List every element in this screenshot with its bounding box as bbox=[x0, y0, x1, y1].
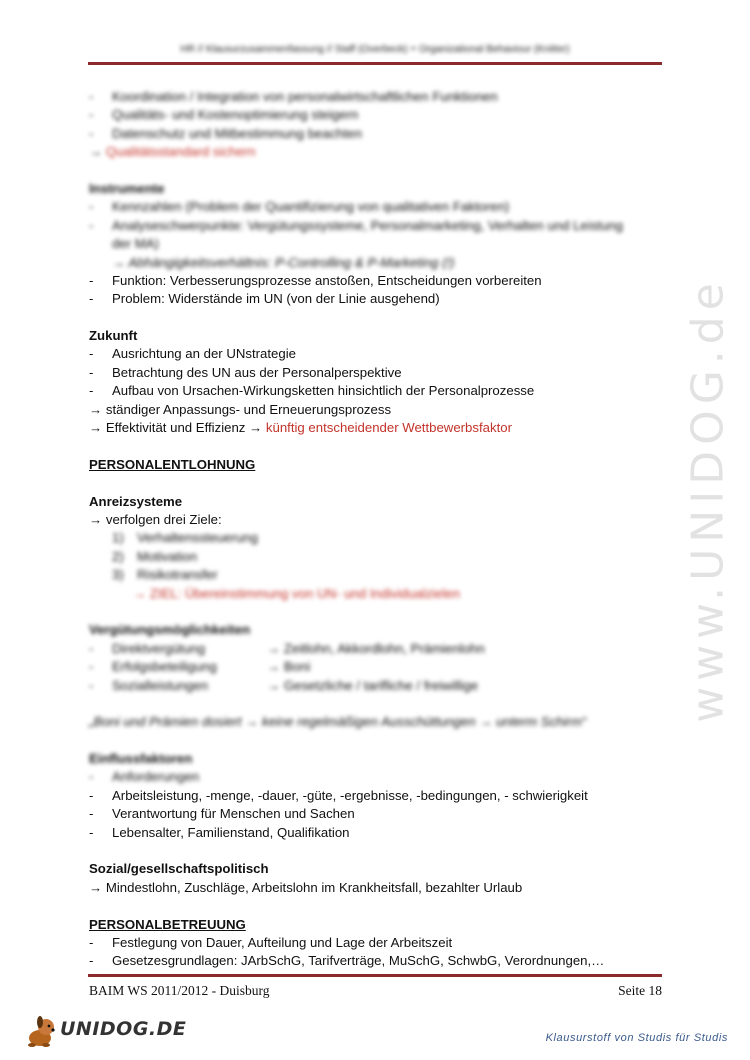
list-item bbox=[89, 382, 664, 400]
numbered-item-text: Motivation bbox=[137, 548, 198, 564]
spacer bbox=[89, 732, 664, 750]
arrow-line bbox=[89, 254, 664, 272]
subheading bbox=[89, 621, 664, 639]
arrow-text: ständiger Anpassungs- und Erneuerungsprozess bbox=[105, 401, 392, 417]
bullet-dash: - bbox=[89, 107, 94, 123]
quote bbox=[89, 713, 664, 731]
list-item bbox=[89, 345, 664, 363]
definition: → Gesetzliche / tarifliche / freiwillige bbox=[267, 677, 479, 693]
arrow-glyph: → bbox=[112, 254, 129, 270]
list-item-text: Problem: Widerstände im UN (von der Linie ausgehend) bbox=[112, 291, 440, 307]
spacer bbox=[89, 695, 664, 713]
arrow-glyph: → bbox=[89, 144, 106, 160]
list-item bbox=[89, 952, 664, 970]
subheading bbox=[89, 860, 664, 878]
quote-text: „Boni und Prämien dosiert → keine regelmäßigen Ausschüttungen → unterm Schirm“ bbox=[89, 714, 587, 730]
footer-course: BAIM WS 2011/2012 - Duisburg bbox=[89, 983, 270, 998]
arrow-text: verfolgen drei Ziele: bbox=[105, 511, 222, 527]
list-item-text: Anforderungen bbox=[112, 769, 200, 785]
unidog-logo bbox=[22, 1012, 187, 1052]
list-item bbox=[89, 934, 664, 952]
subheading bbox=[89, 493, 664, 511]
subheading-text: Anreizsysteme bbox=[89, 493, 183, 509]
list-item bbox=[89, 272, 664, 290]
list-item-text: Lebensalter, Familienstand, Qualifikation bbox=[112, 824, 350, 840]
subheading-text: Zukunft bbox=[89, 328, 138, 344]
list-item-text: Qualitäts- und Kostenoptimierung steigern bbox=[112, 107, 359, 123]
definition: → Zeitlohn, Akkordlohn, Prämienlohn bbox=[267, 640, 485, 656]
list-item-text: Datenschutz und Mitbestimmung beachten bbox=[112, 125, 362, 141]
bullet-dash: - bbox=[89, 824, 94, 840]
subheading-text: Vergütungsmöglichkeiten bbox=[89, 622, 251, 638]
arrow-text: Abhängigkeitsverhältnis: P-Controlling & P-Marketing (!) bbox=[128, 254, 455, 270]
list-item-text: Aufbau von Ursachen-Wirkungsketten hinsichtlich der Personalprozesse bbox=[112, 383, 535, 399]
bullet-dash: - bbox=[89, 291, 94, 307]
page-header: HR // Klausurzusammenfassung // Staff (Overbeck) + Organizational Behaviour (Knitter) bbox=[180, 44, 570, 55]
list-item bbox=[89, 658, 664, 676]
list-item bbox=[89, 125, 664, 143]
subheading-text: Einflussfaktoren bbox=[89, 751, 193, 767]
subheading bbox=[89, 750, 664, 768]
logo-wordmark: UNIDOG.DE bbox=[60, 1018, 187, 1040]
bullet-dash: - bbox=[89, 383, 94, 399]
list-item bbox=[89, 198, 664, 216]
term: Erfolgsbeteiligung bbox=[112, 659, 217, 675]
list-item-text: Verantwortung für Menschen und Sachen bbox=[112, 806, 355, 822]
arrow-line bbox=[89, 585, 664, 603]
list-item bbox=[89, 106, 664, 124]
item-number: 1) bbox=[112, 530, 124, 546]
spacer bbox=[89, 162, 664, 180]
list-item-text: Kennzahlen (Problem der Quantifizierung von qualitativen Faktoren) bbox=[112, 199, 510, 215]
numbered-item-text: Risikotransfer bbox=[137, 567, 218, 583]
bullet-dash: - bbox=[89, 953, 94, 969]
list-item bbox=[89, 824, 664, 842]
subheading-text: Sozial/gesellschaftspolitisch bbox=[89, 861, 269, 877]
section-heading-text: PERSONALENTLOHNUNG bbox=[89, 456, 256, 472]
bullet-dash: - bbox=[89, 640, 94, 656]
bullet-dash: - bbox=[89, 89, 94, 104]
item-number: 2) bbox=[112, 548, 124, 564]
arrow-line bbox=[89, 511, 664, 529]
spacer bbox=[89, 309, 664, 327]
arrow-line bbox=[89, 419, 664, 437]
list-item-text: Festlegung von Dauer, Aufteilung und Lage der Arbeitszeit bbox=[112, 934, 453, 950]
list-item bbox=[89, 805, 664, 823]
list-item-text: Gesetzesgrundlagen: JArbSchG, Tarifverträge, MuSchG, SchwbG, Verordnungen,… bbox=[112, 953, 605, 969]
numbered-item bbox=[89, 548, 664, 566]
header-rule bbox=[88, 62, 662, 65]
section-heading-text: PERSONALBETREUUNG bbox=[89, 916, 246, 932]
arrow-glyph: → bbox=[133, 585, 150, 601]
bullet-dash: - bbox=[89, 677, 94, 693]
list-item bbox=[89, 290, 664, 308]
footer-page-number: Seite 18 bbox=[618, 983, 662, 998]
bullet-dash: - bbox=[89, 125, 94, 141]
definition: → Boni bbox=[267, 659, 311, 675]
bullet-dash: - bbox=[89, 364, 94, 380]
arrow-glyph: → bbox=[245, 420, 266, 436]
subheading-text: Instrumente bbox=[89, 180, 165, 196]
section-heading bbox=[89, 916, 664, 934]
list-item bbox=[89, 677, 664, 695]
term: Direktvergütung bbox=[112, 640, 206, 656]
dog-icon bbox=[22, 1012, 62, 1052]
list-item-text: Ausrichtung an der UNstrategie bbox=[112, 346, 296, 362]
arrow-glyph: → bbox=[89, 420, 106, 436]
list-item-text: Analyseschwerpunkte: Vergütungssysteme, Personalmarketing, Verhalten und Leistung bbox=[112, 217, 623, 233]
list-item-text: Koordination / Integration von personalwirtschaftlichen Funktionen bbox=[112, 89, 498, 104]
spacer bbox=[89, 603, 664, 621]
arrow-line bbox=[89, 879, 664, 897]
subheading bbox=[89, 327, 664, 345]
bullet-dash: - bbox=[89, 769, 94, 785]
list-item bbox=[89, 768, 664, 786]
list-item-text: Arbeitsleistung, -menge, -dauer, -güte, -ergebnisse, -bedingungen, - schwierigkeit bbox=[112, 787, 588, 803]
arrow-text: ZIEL: Übereinstimmung von UN- und Individualzielen bbox=[149, 585, 460, 601]
spacer bbox=[89, 842, 664, 860]
bullet-dash: - bbox=[89, 787, 94, 803]
arrow-line bbox=[89, 143, 664, 161]
bullet-dash: - bbox=[89, 934, 94, 950]
bullet-dash: - bbox=[89, 346, 94, 362]
tagline: Klausurstoff von Studis für Studis bbox=[545, 1032, 728, 1044]
list-item bbox=[89, 640, 664, 658]
highlight-text: künftig entscheidender Wettbewerbsfaktor bbox=[265, 420, 512, 436]
arrow-text: Mindestlohn, Zuschläge, Arbeitslohn im Krankheitsfall, bezahlter Urlaub bbox=[105, 879, 523, 895]
arrow-text: Qualitätsstandard sichern bbox=[105, 144, 256, 160]
section-heading bbox=[89, 456, 664, 474]
list-item bbox=[89, 787, 664, 805]
subheading bbox=[89, 180, 664, 198]
numbered-item bbox=[89, 566, 664, 584]
numbered-item bbox=[89, 529, 664, 547]
spacer bbox=[89, 474, 664, 492]
watermark: www.UNIDOG.de bbox=[682, 277, 734, 723]
list-item-continuation bbox=[89, 235, 664, 253]
numbered-item-text: Verhaltenssteuerung bbox=[137, 530, 258, 546]
arrow-glyph: → bbox=[89, 879, 106, 895]
item-number: 3) bbox=[112, 567, 124, 583]
list-item bbox=[89, 364, 664, 382]
list-item-text: der MA) bbox=[112, 236, 159, 252]
arrow-glyph: → bbox=[89, 401, 106, 417]
list-item-text: Funktion: Verbesserungsprozesse anstoßen, Entscheidungen vorbereiten bbox=[112, 272, 542, 288]
bullet-dash: - bbox=[89, 272, 94, 288]
arrow-line bbox=[89, 401, 664, 419]
arrow-text: Effektivität und Effizienz bbox=[105, 420, 246, 436]
document-body bbox=[89, 88, 664, 971]
list-item-text: Betrachtung des UN aus der Personalperspektive bbox=[112, 364, 402, 380]
list-item bbox=[89, 217, 664, 235]
bullet-dash: - bbox=[89, 806, 94, 822]
bullet-dash: - bbox=[89, 217, 94, 233]
footer-rule bbox=[88, 974, 662, 977]
term: Sozialleistungen bbox=[112, 677, 209, 693]
spacer bbox=[89, 897, 664, 915]
bullet-dash: - bbox=[89, 659, 94, 675]
bullet-dash: - bbox=[89, 199, 94, 215]
list-item bbox=[89, 88, 664, 106]
spacer bbox=[89, 437, 664, 455]
arrow-glyph: → bbox=[89, 511, 106, 527]
